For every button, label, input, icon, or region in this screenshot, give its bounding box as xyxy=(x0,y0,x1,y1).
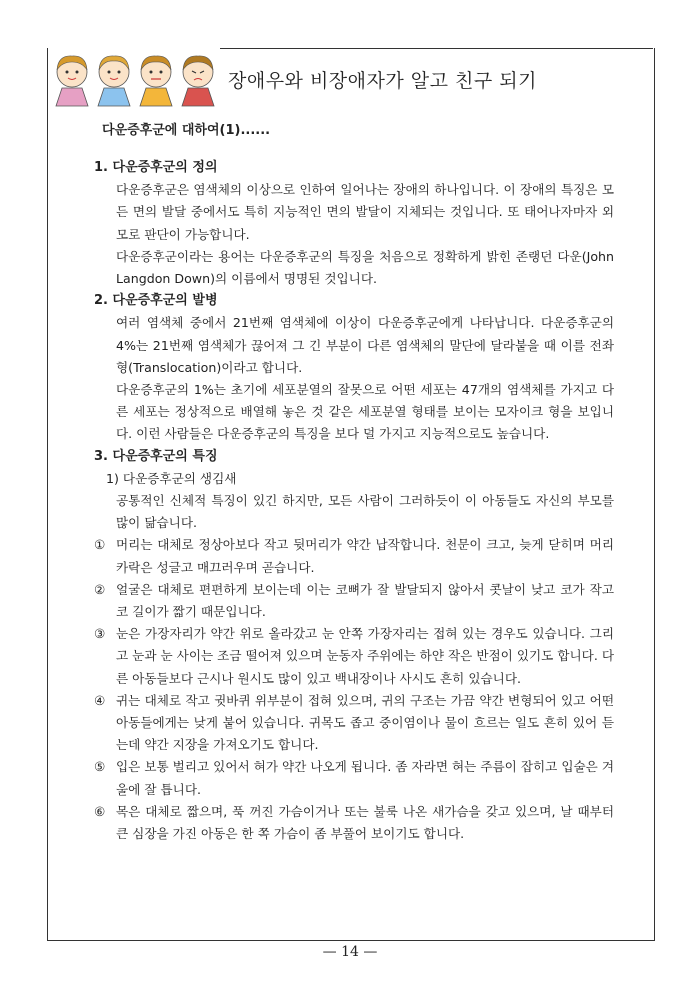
article-body xyxy=(94,157,614,845)
item-text: 눈은 가장자리가 약간 위로 올라갔고 눈 안쪽 가장자리는 접혀 있는 경우도 있습니다. 그리고 눈과 눈 사이는 조금 떨어져 있으며 눈동자 주위에는 하얀 작은 반점이 있기도 합니다. 다른 아동들보다 근시나 원시도 많이 있고 백내장이나 사시도 흔히 있습니다. xyxy=(116,626,615,686)
item-marker: ① xyxy=(94,537,106,553)
list-item xyxy=(94,623,614,690)
child-figure-4 xyxy=(182,56,214,106)
item-marker: ② xyxy=(94,581,106,597)
item-text: 귀는 대체로 작고 귓바퀴 위부분이 접혀 있으며, 귀의 구조는 가끔 약간 변형되어 있고 어떤 아동들에게는 낮게 붙어 있습니다. 귀목도 좁고 중이염이나 물이 흐르는 일도 흔히 있어 듣는데 약간 지장을 가져오기도 합니다. xyxy=(116,692,614,753)
children-illustration xyxy=(48,50,218,108)
item-text: 입은 보통 벌리고 있어서 혀가 약간 나오게 됩니다. 좀 자라면 혀는 주름이 잡히고 입술은 겨울에 잘 틉니다. xyxy=(116,759,615,797)
page-number: — 14 — xyxy=(322,944,378,960)
item-text: 머리는 대체로 정상아보다 작고 뒷머리가 약간 납작합니다. 천문이 크고, 늦게 닫히며 머리카락은 성글고 매끄러우며 곧습니다. xyxy=(116,537,614,575)
item-text: 얼굴은 대체로 편편하게 보이는데 이는 코뼈가 잘 발달되지 않아서 콧날이 낮고 코가 작고 코 길이가 짧기 때문입니다. xyxy=(116,581,614,620)
subsection-title: 1) 다운증후군의 생김새 xyxy=(106,470,237,486)
paragraph: 다운증후군이라는 용어는 다운증후군의 특징을 처음으로 정확하게 밝힌 존랭던 다운(John Langdon Down)의 이름에서 명명된 것입니다. xyxy=(116,248,614,287)
header-rule xyxy=(220,48,653,49)
list-item xyxy=(94,801,614,845)
list-item xyxy=(94,690,614,757)
item-marker: ④ xyxy=(94,692,106,708)
item-marker: ⑤ xyxy=(94,759,106,775)
item-marker: ③ xyxy=(94,626,106,642)
child-figure-2 xyxy=(98,56,130,106)
paragraph: 여러 염색체 중에서 21번째 염색체에 이상이 다운증후군에게 나타납니다. 다운증후군의 4%는 21번째 염색체가 끊어져 그 긴 부분이 다른 염색체의 말단에 달라붙을 때 이를 전좌형(Translocation)이라고 합니다. xyxy=(116,315,614,375)
section-features xyxy=(94,446,614,846)
paragraph: 공통적인 신체적 특징이 있긴 하지만, 모든 사람이 그러하듯이 이 아동들도 자신의 부모를 많이 닮습니다. xyxy=(116,493,614,531)
section-definition xyxy=(94,157,614,290)
section-title: 3. 다운증후군의 특징 xyxy=(94,448,218,464)
section-onset xyxy=(94,290,614,445)
child-figure-3 xyxy=(140,56,172,106)
paragraph: 다운증후군의 1%는 초기에 세포분열의 잘못으로 어떤 세포는 47개의 염색체를 가지고 다른 세포는 정상적으로 배열해 놓은 것 같은 세포분열 형태를 보이는 모자이크 형을 보입니다. 이런 사람들은 다운증후군의 특징을 보다 덜 가지고 지능적으로도 높습니다. xyxy=(116,382,614,442)
child-figure-1 xyxy=(56,56,88,106)
list-item xyxy=(94,534,614,578)
list-item xyxy=(94,579,614,623)
section-title: 2. 다운증후군의 발병 xyxy=(94,293,218,309)
article-subheading: 다운증후군에 대하여(1)...... xyxy=(102,123,271,138)
item-marker: ⑥ xyxy=(94,803,106,819)
paragraph: 다운증후군은 염색체의 이상으로 인하여 일어나는 장애의 하나입니다. 이 장애의 특징은 모든 면의 발달 중에서도 특히 지능적인 면의 발달이 지체되는 것입니다. 또 태어나자마자 외모로 판단이 가능합니다. xyxy=(116,182,614,242)
page-header-title: 장애우와 비장애자가 알고 친구 되기 xyxy=(228,70,537,92)
item-text: 목은 대체로 짧으며, 푹 꺼진 가슴이거나 또는 불룩 나온 새가슴을 갖고 있으며, 날 때부터 큰 심장을 가진 아동은 한 쪽 가슴이 좀 부풀어 보이기도 합니다. xyxy=(116,803,614,842)
list-item xyxy=(94,756,614,800)
section-title: 1. 다운증후군의 정의 xyxy=(94,160,218,175)
